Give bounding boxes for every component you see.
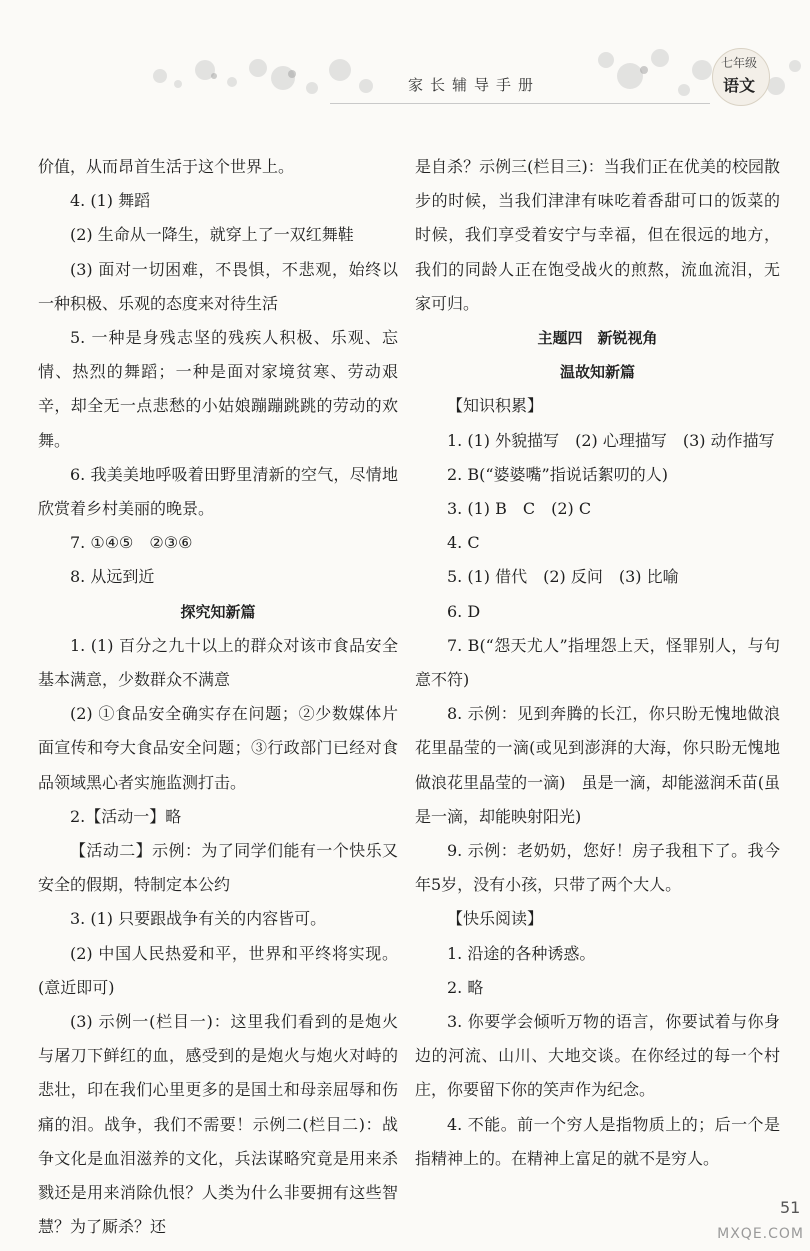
- watermark: MXQE.COM: [717, 1226, 804, 1242]
- answer-paragraph: 【知识积累】: [447, 396, 544, 416]
- answer-paragraph: 6. D: [447, 601, 481, 621]
- answer-paragraph: (3) 示例一(栏目一)：这里我们看到的是炮火与屠刀下鲜红的血，感受到的是炮火与炮火对峙的悲壮，印在我们心里更多的是国土和母亲屈辱和伤痛的泪。战争，我们不需要！示例二(栏目二)：战争文化是血泪滋养的文化，兵法谋略究竟是用来杀戮还是用来消除仇恨？人类为什么非要拥有这些智慧？为了厮杀？还: [38, 1012, 398, 1237]
- answer-paragraph: 2. B(“婆婆嘴”指说话絮叨的人): [447, 464, 668, 484]
- answer-paragraph: 1. (1) 百分之九十以上的群众对该市食品安全基本满意，少数群众不满意: [38, 635, 398, 690]
- answer-paragraph: 7. B(“怨天尤人”指埋怨上天，怪罪别人，与句意不符): [415, 635, 780, 690]
- answer-paragraph: 5. (1) 借代 (2) 反问 (3) 比喻: [447, 567, 679, 587]
- answer-paragraph: 1. (1) 外貌描写 (2) 心理描写 (3) 动作描写: [447, 430, 775, 450]
- answer-paragraph: 8. 从远到近: [70, 567, 155, 587]
- page-number: 51: [780, 1198, 801, 1217]
- header-decoration: [0, 0, 810, 150]
- header-title: 家长辅导手册: [408, 76, 541, 94]
- section-heading: 温故知新篇: [559, 363, 635, 382]
- badge-grade: 七年级: [721, 56, 758, 70]
- answer-paragraph: (2) 生命从一降生，就穿上了一双红舞鞋: [70, 225, 354, 245]
- badge-subject: 语文: [723, 76, 756, 95]
- answer-paragraph: 7. ①④⑤ ②③⑥: [70, 533, 193, 553]
- answer-paragraph: 3. 你要学会倾听万物的语言，你要试着与你身边的河流、山川、大地交谈。在你经过的每一个村庄，你要留下你的笑声作为纪念。: [415, 1012, 780, 1100]
- section-heading: 探究知新篇: [180, 602, 256, 621]
- answer-paragraph: 3. (1) B C (2) C: [447, 499, 592, 519]
- page-header: [0, 0, 810, 150]
- left-column: [38, 150, 398, 1245]
- answer-paragraph: 9. 示例：老奶奶，您好！房子我租下了。我今年5岁，没有小孩，只带了两个大人。: [415, 841, 780, 895]
- answer-paragraph: 价值，从而昂首生活于这个世界上。: [38, 157, 295, 176]
- answer-paragraph: (3) 面对一切困难，不畏惧，不悲观，始终以一种积极、乐观的态度来对待生活: [38, 259, 398, 313]
- right-column: [415, 150, 780, 1176]
- section-heading: 主题四 新锐视角: [537, 329, 658, 348]
- answer-paragraph: (2) ①食品安全确实存在问题；②少数媒体片面宣传和夸大食品安全问题；③行政部门已经对食品领域黑心者实施监测打击。: [38, 704, 398, 792]
- answer-paragraph: (2) 中国人民热爱和平，世界和平终将实现。(意近即可): [38, 943, 398, 997]
- answer-paragraph: 6. 我美美地呼吸着田野里清新的空气，尽情地欣赏着乡村美丽的晚景。: [38, 464, 398, 519]
- answer-paragraph: 3. (1) 只要跟战争有关的内容皆可。: [70, 909, 327, 929]
- answer-paragraph: 5. 一种是身残志坚的残疾人积极、乐观、忘情、热烈的舞蹈；一种是面对家境贫寒、劳动艰辛，却全无一点悲愁的小姑娘蹦蹦跳跳的劳动的欢舞。: [38, 328, 398, 450]
- answer-paragraph: 2.【活动一】略: [70, 806, 182, 826]
- answer-paragraph: 2. 略: [447, 977, 484, 997]
- answer-paragraph: 【快乐阅读】: [447, 909, 544, 929]
- answer-paragraph: 1. 沿途的各种诱惑。: [447, 943, 596, 963]
- answer-paragraph: 4. (1) 舞蹈: [70, 191, 151, 211]
- answer-paragraph: 8. 示例：见到奔腾的长江，你只盼无愧地做浪花里晶莹的一滴(或见到澎湃的大海，你只盼无愧地做浪花里晶莹的一滴) 虽是一滴，却能滋润禾苗(虽是一滴，却能映射阳光): [415, 704, 780, 826]
- answer-paragraph: 【活动二】示例：为了同学们能有一个快乐又安全的假期，特制定本公约: [38, 841, 398, 895]
- answer-paragraph: 4. 不能。前一个穷人是指物质上的；后一个是指精神上的。在精神上富足的就不是穷人。: [415, 1114, 780, 1168]
- answer-paragraph: 是自杀？示例三(栏目三)：当我们正在优美的校园散步的时候，当我们津津有味吃着香甜可口的饭菜的时候，我们享受着安宁与幸福，但在很远的地方，我们的同龄人正在饱受战火的煎熬，流血流泪，无家可归。: [415, 157, 780, 313]
- answer-paragraph: 4. C: [447, 533, 480, 553]
- grade-subject-badge: [712, 48, 770, 106]
- page-footer: [680, 1198, 808, 1246]
- header-rule: [330, 103, 710, 104]
